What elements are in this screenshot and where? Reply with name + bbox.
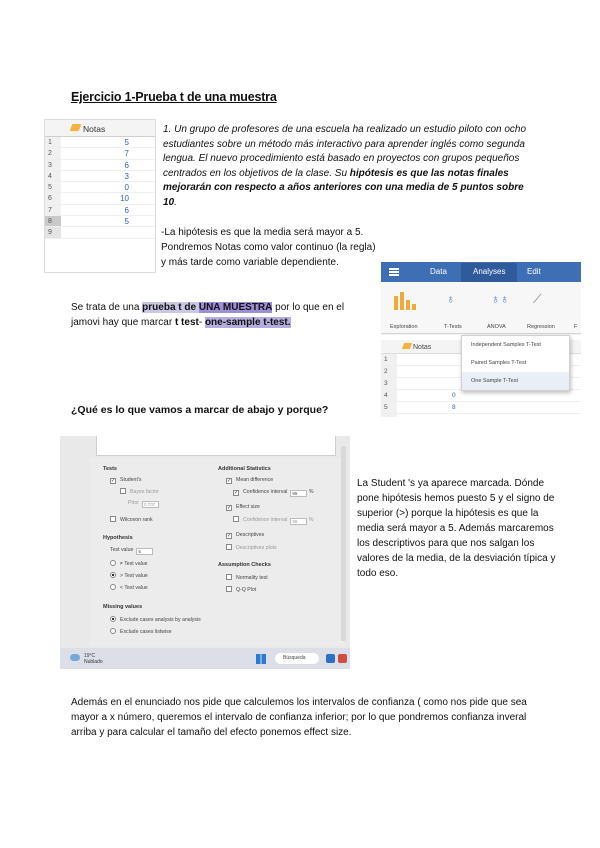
missing-option-analysis[interactable]: Exclude cases analysis by analysis xyxy=(110,616,201,623)
missing-option-listwise[interactable]: Exclude cases listwise xyxy=(110,628,172,635)
table-row: 1 xyxy=(381,355,581,366)
options-top-panel xyxy=(96,436,336,456)
jamovi-ribbon xyxy=(381,282,581,334)
hamburger-icon[interactable] xyxy=(389,268,399,276)
hypothesis-text: -La hipótesis es que la media será mayor a 5. Pondremos Notas como valor continuo (la regla) y más tarde como variable dependiente. xyxy=(161,227,376,268)
mean-difference-checkbox[interactable]: ✓ Mean difference xyxy=(227,477,274,484)
conclusion-text: Además en el enunciado nos pide que calculemos los intervalos de confianza ( como nos pide que sea mayor a x número, queremos el intervalo de confianza inferior; por lo que pondremos confianza inveral arriba y para calcular el tamaño del efecto ponemos effect size. xyxy=(71,697,527,739)
table-row: 8 5 xyxy=(45,216,155,227)
table-row: 5 8 xyxy=(381,403,581,414)
normality-checkbox[interactable]: Normality test xyxy=(226,574,268,581)
anova-icon[interactable]: ♁♁ xyxy=(491,292,509,306)
taskbar xyxy=(60,648,350,669)
options-panel xyxy=(90,458,345,646)
scrollbar[interactable] xyxy=(341,446,346,641)
student-checkbox[interactable]: ✓ Student's xyxy=(111,477,142,484)
test-type-text: Se trata de una prueba t de UNA MUESTRA por lo que en el jamovi hay que marcar t test- one-sample t-test. xyxy=(71,302,345,328)
column-label: Notas xyxy=(83,124,106,134)
table-row: 5 0 xyxy=(45,182,155,193)
table-row: 2 7 xyxy=(45,148,155,159)
table-row: 7 6 xyxy=(45,205,155,216)
table-header xyxy=(45,120,155,137)
pencil-icon xyxy=(70,124,82,131)
bayes-checkbox[interactable]: Bayes factor xyxy=(120,488,159,495)
explanation-text: La Student 's ya aparece marcada. Dónde pone hipótesis hemos puesto 5 y el signo de superior (>) porque la hipótesis es que la media será mayor a 5. Además marcaremos los descriptivos para que nos salgan los valores de la media, de la desviación típica y todo eso. xyxy=(357,478,556,579)
data-table-screenshot xyxy=(44,119,156,273)
menu-item-one-sample[interactable]: One Sample T-Test xyxy=(462,372,569,390)
tests-header: Tests xyxy=(103,466,117,472)
ribbon-label: Regression xyxy=(527,324,555,330)
table-row: 1 5 xyxy=(45,137,155,148)
app-icon[interactable] xyxy=(326,654,335,663)
hypothesis-header: Hypothesis xyxy=(103,535,133,541)
cloud-icon xyxy=(70,654,80,661)
wilcoxon-checkbox[interactable]: Wilcoxon rank xyxy=(110,516,153,523)
es-confidence-checkbox[interactable]: Confidence interval 95 % xyxy=(233,516,314,525)
app-icon[interactable] xyxy=(338,654,347,663)
problem-statement: 1. Un grupo de profesores de una escuela ha realizado un estudio piloto con ocho estudiantes sobre un método más interactivo para aprender inglés como segunda lengua. El nuevo procedimiento está basado en proyectos con grupos pequeños centrados en los objetivos de la clase. Su hipótesis es que las notas finales mejorarán con respecto a años anteriores con una media de 5 puntos sobre 10. xyxy=(163,124,527,208)
windows-start-icon[interactable] xyxy=(256,654,266,664)
question-heading: ¿Qué es lo que vamos a marcar de abajo y porque? xyxy=(71,404,329,416)
tab-data[interactable]: Data xyxy=(430,267,447,276)
table-row: 9 xyxy=(45,227,155,238)
ttests-icon[interactable]: ♁ xyxy=(446,292,455,306)
prior-field[interactable]: Prior 0.707 xyxy=(128,500,159,508)
exploration-icon[interactable] xyxy=(394,292,416,310)
taskbar-search[interactable]: Búsqueda xyxy=(275,653,319,664)
menu-item-paired[interactable]: Paired Samples T-Test xyxy=(471,360,527,366)
ribbon-label: T-Tests xyxy=(444,324,462,330)
table-row: 3 xyxy=(381,379,581,390)
ribbon-label: Exploration xyxy=(390,324,418,330)
missing-values-header: Missing values xyxy=(103,604,143,610)
tab-edit[interactable]: Edit xyxy=(527,267,541,276)
menu-item-independent[interactable]: Independent Samples T-Test xyxy=(471,342,541,348)
qq-plot-checkbox[interactable]: Q-Q Plot xyxy=(226,586,256,593)
weather-widget[interactable]: 19°C Nublado xyxy=(84,653,103,665)
table-row: 4 3 xyxy=(45,171,155,182)
page-title: Ejercicio 1-Prueba t de una muestra xyxy=(71,90,277,104)
table-row: 6 10 xyxy=(45,193,155,204)
jamovi-screenshot xyxy=(381,262,581,417)
ttest-dropdown-menu xyxy=(461,335,570,391)
hyp-option-lt[interactable]: < Test value xyxy=(110,584,148,591)
test-value-field[interactable]: Test value 5 xyxy=(110,547,153,555)
tab-analyses[interactable]: Analyses xyxy=(461,263,517,282)
hyp-option-ne[interactable]: ≠ Test value xyxy=(110,560,148,567)
column-label: Notas xyxy=(413,344,432,351)
effect-size-checkbox[interactable]: ✓ Effect size xyxy=(227,504,260,511)
table-row: 3 6 xyxy=(45,160,155,171)
hyp-option-gt[interactable]: > Test value xyxy=(110,572,148,579)
ribbon-label: ANOVA xyxy=(487,324,506,330)
additional-stats-header: Additional Statistics xyxy=(218,466,271,472)
regression-icon[interactable]: ⟋ xyxy=(533,292,542,306)
descriptives-plots-checkbox[interactable]: Descriptives plots xyxy=(226,544,277,551)
assumption-checks-header: Assumption Checks xyxy=(218,562,271,568)
confidence-interval-checkbox[interactable]: ✓ Confidence interval 95 % xyxy=(234,489,314,496)
ttest-options-screenshot xyxy=(60,436,350,669)
table-row: 4 0 xyxy=(381,391,581,402)
descriptives-checkbox[interactable]: ✓ Descriptives xyxy=(227,532,265,539)
table-row: 2 xyxy=(381,367,581,378)
ribbon-label: F xyxy=(574,324,578,330)
jamovi-menubar xyxy=(381,262,581,282)
